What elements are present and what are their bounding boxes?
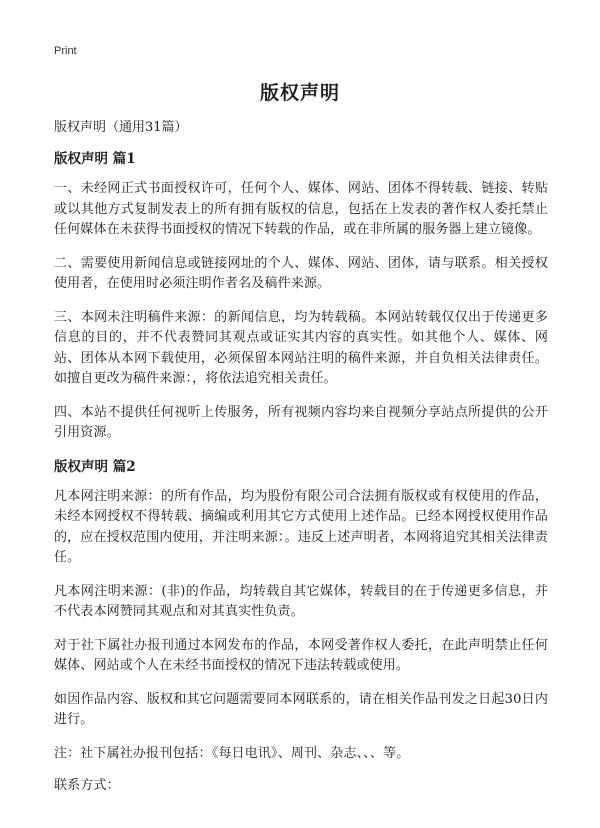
document-subtitle: 版权声明（通用31篇） bbox=[54, 120, 188, 135]
section-2-paragraph-2: 凡本网注明来源：(非)的作品，均转载自其它媒体，转载目的在于传递更多信息，并不代表本网赞同其观点和对其真实性负责。 bbox=[54, 583, 548, 619]
document-title: 版权声明 bbox=[259, 82, 340, 104]
section-heading-1: 版权声明 篇1 bbox=[54, 151, 136, 167]
document-body bbox=[54, 118, 548, 809]
section-2-paragraph-4: 如因作品内容、版权和其它问题需要同本网联系的，请在相关作品刊发之日起30日内进行。 bbox=[54, 691, 548, 727]
section-1-paragraph-4: 四、本站不提供任何视听上传服务，所有视频内容均来自视频分享站点所提供的公开引用资源。 bbox=[54, 404, 548, 440]
print-label: Print bbox=[54, 45, 77, 57]
section-heading-2: 版权声明 篇2 bbox=[54, 458, 136, 475]
section-1-paragraph-2: 二、需要使用新闻信息或链接网址的个人、媒体、网站、团体，请与联系。相关授权使用者，在使用时必须注明作者名及稿件来源。 bbox=[54, 255, 548, 291]
section-1-paragraph-3: 三、本网未注明稿件来源：的新闻信息，均为转载稿。本网站转载仅仅出于传递更多信息的目的，并不代表赞同其观点或证实其内容的真实性。如其他个人、媒体、网站、团体从本网下载使用，必须保留本网站注明的稿件来源，并自负相关法律责任。如擅自更改为稿件来源：，将依法追究相关责任。 bbox=[54, 309, 548, 386]
section-2-paragraph-3: 对于社下属社办报刊通过本网发布的作品，本网受著作权人委托，在此声明禁止任何媒体、网站或个人在未经书面授权的情况下违法转载或使用。 bbox=[54, 637, 548, 673]
section-2-paragraph-5: 注：社下属社办报刊包括：《每日电讯》、周刊、杂志、、、等。 bbox=[54, 745, 410, 761]
section-2-paragraph-1: 凡本网注明来源：的所有作品，均为股份有限公司合法拥有版权或有权使用的作品，未经本网授权不得转载、摘编或利用其它方式使用上述作品。已经本网授权使用作品的，应在授权范围内使用，并注明来源：。违反上述声明者，本网将追究其相关法律责任。 bbox=[54, 488, 548, 565]
section-1-paragraph-1: 一、未经网正式书面授权许可，任何个人、媒体、网站、团体不得转载、链接、转贴或以其他方式复制发表上的所有拥有版权的信息，包括在上发表的著作权人委托禁止任何媒体在未获得书面授权的情况下转载的作品，或在非所属的服务器上建立镜像。 bbox=[54, 181, 548, 237]
section-2-paragraph-6: 联系方式： bbox=[54, 778, 120, 793]
